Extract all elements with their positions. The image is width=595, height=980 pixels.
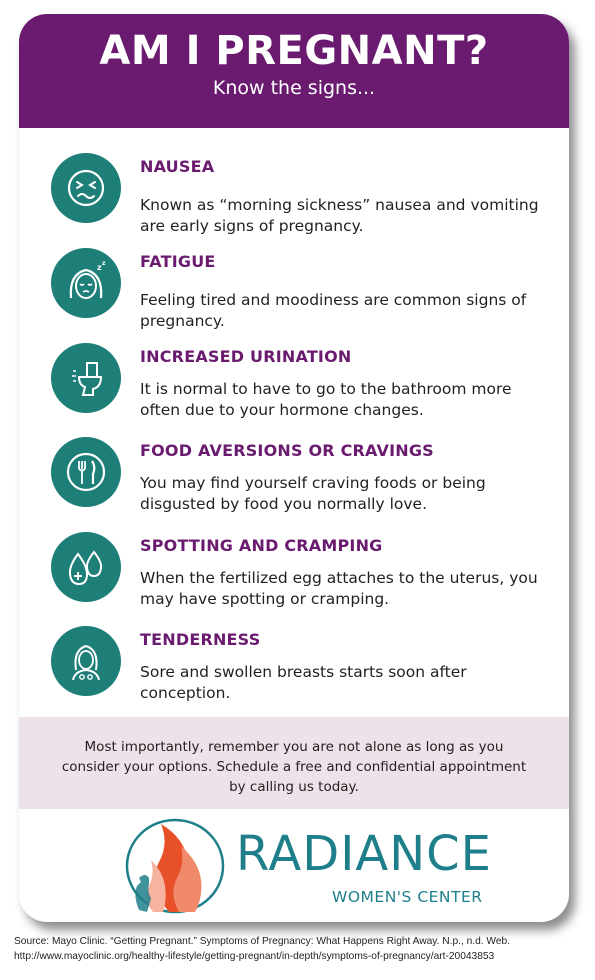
source-url: http://www.mayoclinic.org/healthy-lifestyle/getting-pregnant/in-depth/symptoms-of-pregnancy/art-20043853 (14, 951, 495, 962)
page-title: AM I PREGNANT? (99, 28, 489, 74)
sign-increased-urination (19, 343, 569, 433)
tired-woman-icon (51, 248, 121, 318)
sign-spotting-cramping (19, 532, 569, 622)
sign-title: FOOD AVERSIONS OR CRAVINGS (140, 441, 434, 460)
sign-title: FATIGUE (140, 252, 216, 271)
sign-title: SPOTTING AND CRAMPING (140, 536, 383, 555)
woman-bust-icon (51, 626, 121, 696)
sign-food-aversions (19, 437, 569, 527)
brand-tagline: WOMEN'S CENTER (332, 888, 483, 906)
sign-nausea (19, 153, 569, 243)
radiance-flame-icon (119, 816, 229, 916)
sign-description: It is normal to have to go to the bathroom more often due to your hormone changes. (140, 380, 512, 419)
sign-title: TENDERNESS (140, 630, 261, 649)
toilet-icon (51, 343, 121, 413)
drops-icon (51, 532, 121, 602)
notice-box (19, 717, 569, 809)
sign-description: When the fertilized egg attaches to the uterus, you may have spotting or cramping. (140, 569, 538, 608)
source-line: Source: Mayo Clinic. “Getting Pregnant.” Symptoms of Pregnancy: What Happens Right Away. N.p., n.d. Web. (14, 936, 511, 947)
sign-description: Feeling tired and moodiness are common signs of pregnancy. (140, 291, 527, 330)
radiance-logo (19, 814, 569, 922)
sign-fatigue (19, 248, 569, 338)
sign-title: NAUSEA (140, 157, 215, 176)
infographic-card (19, 14, 569, 922)
svg-text:z: z (102, 260, 106, 267)
sign-description: Known as “morning sickness” nausea and vomiting are early signs of pregnancy. (140, 196, 539, 235)
sign-description: You may find yourself craving foods or being disgusted by food you normally love. (140, 474, 486, 513)
page-subtitle: Know the signs... (212, 77, 376, 99)
svg-text:z: z (97, 263, 102, 272)
nauseous-face-icon (51, 153, 121, 223)
sign-tenderness (19, 626, 569, 716)
header-banner (19, 14, 569, 128)
sign-description: Sore and swollen breasts starts soon after conception. (140, 663, 467, 702)
notice-text: Most importantly, remember you are not alone as long as you consider your options. Schedule a free and confidential appointment by calling us today. (61, 739, 527, 795)
fork-knife-icon (51, 437, 121, 507)
sign-title: INCREASED URINATION (140, 347, 352, 366)
brand-name: RADIANCE (236, 826, 492, 882)
source-citation (14, 934, 589, 964)
